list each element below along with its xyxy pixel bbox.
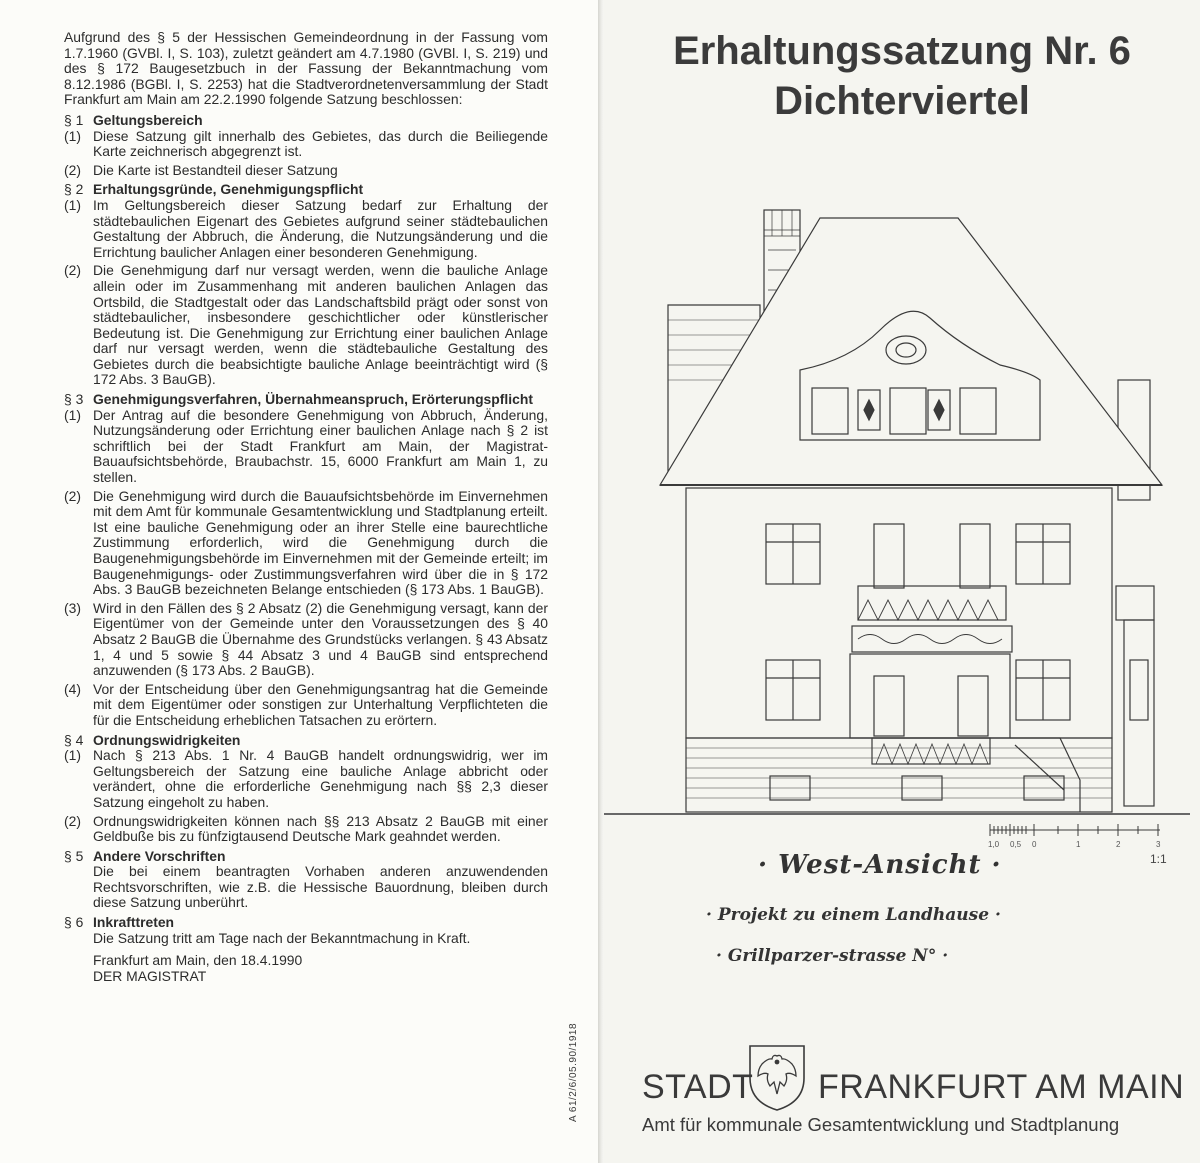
- scale-ratio: 1:1: [1150, 852, 1167, 866]
- scale-bar: [990, 824, 1160, 836]
- paragraph-text: Ordnungswidrigkeiten können nach §§ 213 Absatz 2 BauGB mit einer Geldbuße bis zu fünfzigtausend Deutsche Mark geahndet werden.: [93, 812, 548, 845]
- upper-windows: [766, 524, 1070, 588]
- stairs: [1010, 738, 1080, 812]
- section-number: § 5: [64, 847, 84, 864]
- section-title: Erhaltungsgründe, Genehmigungspflicht: [93, 181, 364, 198]
- entrance-door: [958, 676, 988, 736]
- paragraph-number: (1): [64, 747, 81, 764]
- paragraph-text: Der Antrag auf die besondere Genehmigung von Abbruch, Änderung, Nutzungsänderung oder Errichtung einer baulichen Anlage nach § 2 ist schriftlich bei der Stadt Frankfurt am Main, der Magistrat-Bauaufsichtsbehörde, Braubachstr. 15, 6000 Frankfurt am Main 1, zu stellen.: [93, 406, 548, 486]
- scale-tick: 0: [1032, 840, 1037, 849]
- paragraph-text: Wird in den Fällen des § 2 Absatz (2) die Genehmigung versagt, kann der Eigentümer von der Gemeinde unter den Voraussetzungen des § 40 Absatz 2 BauGB die Übernahme des Grundstücks verlangen. § 43 Absatz 1, 4 und 5 sowie § 44 Absatz 3 und 4 BauGB sind entsprechend anzuwenden (§ 173 Abs. 2 BauGB).: [93, 599, 548, 679]
- caption-project: · Projekt zu einem Landhause ·: [706, 905, 1001, 925]
- paragraph-text: Die Karte ist Bestandteil dieser Satzung: [93, 161, 338, 178]
- caption-street: · Grillparzer-strasse N° ·: [716, 946, 949, 966]
- paragraph-number: (2): [64, 262, 81, 279]
- title-line-2: Dichterviertel: [774, 79, 1030, 123]
- section-title: Ordnungswidrigkeiten: [93, 731, 241, 748]
- paragraph-text: Vor der Entscheidung über den Genehmigungsantrag hat die Gemeinde mit dem Eigentümer oder sonstigen zur Unterhaltung Verpflichteten die für die Entscheidung erheblichen Tatsachen zu erörtern.: [93, 680, 548, 728]
- title-line-1: Erhaltungssatzung Nr. 6: [673, 29, 1131, 73]
- scale-tick: 1: [1076, 840, 1081, 849]
- paragraph-text: Im Geltungsbereich dieser Satzung bedarf zur Erhaltung der städtebaulichen Eigenart des Gebietes aufgrund seiner städtebaulichen Gestaltung der Abbruch, die Änderung, die Nutzungsänderung und die Errichtung baulicher Anlagen einer besonderen Genehmigung.: [93, 196, 548, 260]
- section-title: Geltungsbereich: [93, 111, 203, 128]
- scale-tick: 0,5: [1010, 840, 1022, 849]
- base-hatching: [686, 748, 1112, 798]
- balcony: [852, 586, 1012, 652]
- signature-place-date: Frankfurt am Main, den 18.4.1990: [93, 952, 303, 969]
- paragraph-number: (1): [64, 127, 81, 144]
- paragraph-number: (2): [64, 487, 81, 504]
- frankfurt-eagle-crest-icon: [746, 1042, 808, 1112]
- paragraph-number: (3): [64, 599, 81, 616]
- paragraph-number: (1): [64, 196, 81, 213]
- signature-authority: DER MAGISTRAT: [93, 968, 207, 985]
- footer-department: Amt für kommunale Gesamtentwicklung und Stadtplanung: [642, 1114, 1120, 1135]
- footer-city: FRANKFURT AM MAIN: [818, 1068, 1185, 1106]
- scale-tick: 3: [1156, 840, 1161, 849]
- paragraph-text: Nach § 213 Abs. 1 Nr. 4 BauGB handelt ordnungswidrig, wer im Geltungsbereich der Satzung eine bauliche Anlage abbricht oder verändert, ohne die erforderliche Genehmigung nach §§ 2,3 dieser Satzung eingeholt zu haben.: [93, 747, 548, 810]
- scale-tick: 2: [1116, 840, 1121, 849]
- footer-stadt: STADT: [642, 1068, 754, 1106]
- paragraph-number: (1): [64, 406, 81, 423]
- section-body: Die Satzung tritt am Tage nach der Bekanntmachung in Kraft.: [93, 929, 471, 946]
- paragraph-number: (2): [64, 161, 81, 178]
- section-title: Genehmigungsverfahren, Übernahmeanspruch, Erörterungspflicht: [93, 391, 533, 408]
- side-balcony: [1116, 586, 1154, 620]
- paragraph-text: Diese Satzung gilt innerhalb des Gebietes, das durch die Beiliegende Karte zeichnerisch abgegrenzt ist.: [93, 127, 548, 160]
- section-number: § 3: [64, 391, 84, 408]
- house-wall: [686, 488, 1112, 738]
- side-veranda: [1124, 620, 1154, 806]
- paragraph-text: Die Genehmigung wird durch die Bauaufsichtsbehörde im Einvernehmen mit dem Amt für kommunale Gesamtentwicklung und Stadtplanung erteilt. Ist eine bauliche Genehmigung oder an ihrer Stelle eine baurechtliche Zustimmung erforderlich, wird die Genehmigung durch die Baugenehmigungsbehörde im Einvernehmen mit der Gemeinde erteilt; im Baugenehmigungs- oder Zustimmungsverfahren wird über die in § 172 Abs. 3 BauGB bezeichneten Belange entschieden (§ 173 Abs. 1 BauGB).: [93, 487, 548, 598]
- section-number: § 2: [64, 181, 84, 198]
- intro-paragraph: Aufgrund des § 5 der Hessischen Gemeindeordnung in der Fassung vom 1.7.1960 (GVBl. I, S. 103), zuletzt geändert am 4.7.1980 (GVBl. I, S. 219) und des § 172 Baugesetzbuch in der Fassung der Bekanntmachung vom 8.12.1986 (BGBl. I, S. 2253) hat die Stadtverordnetenversammlung der Stadt Frankfurt am Main am 22.2.1990 folgende Satzung beschlossen:: [64, 29, 548, 108]
- porch-railing: [872, 738, 990, 764]
- section-number: § 4: [64, 731, 84, 748]
- caption-view: · West-Ansicht ·: [758, 850, 1002, 880]
- document-code: A 61/2/6/05.90/1918: [568, 1022, 579, 1122]
- section-body: Die bei einem beantragten Vorhaben anderen anzuwendenden Rechtsvorschriften, wie z.B. die Hessische Bauordnung, bleiben durch diese Satzung unberührt.: [93, 863, 548, 911]
- section-number: § 6: [64, 914, 84, 931]
- section-number: § 1: [64, 111, 84, 128]
- section-title: Andere Vorschriften: [93, 847, 226, 864]
- paragraph-text: Die Genehmigung darf nur versagt werden, wenn die bauliche Anlage allein oder im Zusammenhang mit anderen baulichen Anlagen das Ortsbild, die Stadtgestalt oder das Landschaftsbild prägt oder sonst von städtebaulicher, insbesondere geschichtlicher oder künstlerischer Bedeutung ist. Die Genehmigung zur Errichtung einer baulichen Anlage darf nur versagt werden, wenn die städtebauliche Gestaltung des Gebietes durch die beabsichtigte bauliche Anlage beeinträchtigt wird (§ 172 Abs. 3 BauGB).: [93, 262, 548, 388]
- paragraph-number: (2): [64, 812, 81, 829]
- section-title: Inkrafttreten: [93, 914, 175, 931]
- paragraph-number: (4): [64, 680, 81, 697]
- lower-windows: [766, 660, 1070, 720]
- scale-tick: 1,0: [988, 840, 1000, 849]
